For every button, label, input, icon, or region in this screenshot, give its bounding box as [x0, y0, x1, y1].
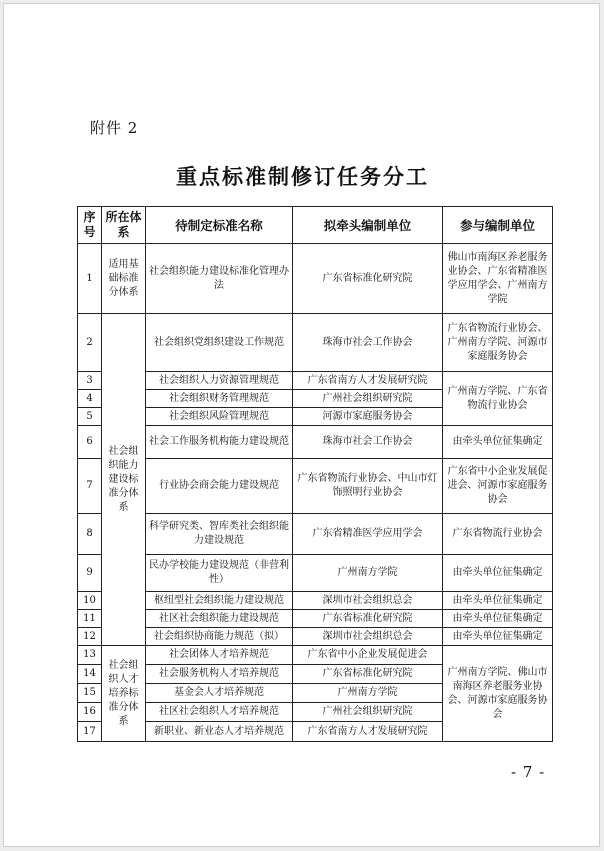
table-header-row [78, 207, 553, 244]
attachment-label: 附件 2 [90, 119, 139, 137]
cell-no: 11 [78, 610, 102, 628]
page-number: - 7 - [511, 763, 546, 781]
document-page [3, 3, 600, 847]
cell-participants: 由牵头单位征集确定 [443, 628, 553, 646]
cell-system: 适用基础标准分体系 [102, 244, 146, 314]
cell-no: 12 [78, 628, 102, 646]
cell-no: 1 [78, 244, 102, 314]
cell-no: 7 [78, 459, 102, 514]
cell-standard: 社区社会组织人才培养规范 [146, 703, 293, 722]
document-title: 重点标准制修订任务分工 [176, 164, 429, 189]
cell-standard: 科学研究类、智库类社会组织能力建设规范 [146, 514, 293, 555]
cell-participants: 由牵头单位征集确定 [443, 592, 553, 610]
cell-lead: 广州南方学院 [293, 555, 443, 592]
cell-lead: 广东省标准化研究院 [293, 244, 443, 314]
cell-standard: 枢纽型社会组织能力建设规范 [146, 592, 293, 610]
table-row [78, 314, 553, 372]
cell-standard: 社会组织人力资源管理规范 [146, 372, 293, 390]
cell-no: 4 [78, 390, 102, 408]
cell-lead: 广东省标准化研究院 [293, 610, 443, 628]
table-row [78, 426, 553, 459]
cell-no: 9 [78, 555, 102, 592]
cell-standard: 社会组织财务管理规范 [146, 390, 293, 408]
cell-no: 10 [78, 592, 102, 610]
cell-lead: 广东省精准医学应用学会 [293, 514, 443, 555]
cell-lead: 广州社会组织研究院 [293, 703, 443, 722]
cell-standard: 社区社会组织能力建设规范 [146, 610, 293, 628]
cell-participants: 广东省物流行业协会、广州南方学院、河源市家庭服务协会 [443, 314, 553, 372]
cell-standard: 新职业、新业态人才培养规范 [146, 722, 293, 742]
cell-no: 6 [78, 426, 102, 459]
cell-lead: 深圳市社会组织总会 [293, 628, 443, 646]
table-row [78, 592, 553, 610]
table-row [78, 555, 553, 592]
header-participants: 参与编制单位 [443, 207, 553, 244]
cell-standard: 社会组织协商能力规范（拟） [146, 628, 293, 646]
cell-participants: 广东省中小企业发展促进会、河源市家庭服务协会 [443, 459, 553, 514]
task-table [77, 206, 553, 742]
cell-standard: 社会组织能力建设标准化管理办法 [146, 244, 293, 314]
cell-lead: 珠海市社会工作协会 [293, 426, 443, 459]
cell-standard: 基金会人才培养规范 [146, 684, 293, 703]
table-row [78, 459, 553, 514]
cell-system: 社会组织人才培养标准分体系 [102, 646, 146, 742]
cell-no: 13 [78, 646, 102, 665]
cell-no: 14 [78, 665, 102, 684]
cell-no: 17 [78, 722, 102, 742]
cell-system: 社会组织能力建设标准分体系 [102, 314, 146, 646]
cell-lead: 广州社会组织研究院 [293, 390, 443, 408]
cell-standard: 社会组织党组织建设工作规范 [146, 314, 293, 372]
header-system: 所在体系 [102, 207, 146, 244]
cell-participants: 由牵头单位征集确定 [443, 555, 553, 592]
cell-no: 15 [78, 684, 102, 703]
cell-lead: 广州南方学院 [293, 684, 443, 703]
cell-standard: 民办学校能力建设规范（非营利性） [146, 555, 293, 592]
table-row [78, 646, 553, 665]
cell-no: 3 [78, 372, 102, 390]
cell-participants: 佛山市南海区养老服务业协会、广东省精准医学应用学会、广州南方学院 [443, 244, 553, 314]
header-standard: 待制定标准名称 [146, 207, 293, 244]
header-lead: 拟牵头编制单位 [293, 207, 443, 244]
cell-lead: 珠海市社会工作协会 [293, 314, 443, 372]
cell-standard: 社会组织风险管理规范 [146, 408, 293, 426]
table-row [78, 514, 553, 555]
cell-lead: 深圳市社会组织总会 [293, 592, 443, 610]
cell-lead: 广东省标准化研究院 [293, 665, 443, 684]
table-row [78, 244, 553, 314]
cell-standard: 社会服务机构人才培养规范 [146, 665, 293, 684]
cell-standard: 社会团体人才培养规范 [146, 646, 293, 665]
cell-no: 2 [78, 314, 102, 372]
header-no: 序号 [78, 207, 102, 244]
cell-lead: 河源市家庭服务协会 [293, 408, 443, 426]
cell-standard: 社会工作服务机构能力建设规范 [146, 426, 293, 459]
cell-lead: 广东省中小企业发展促进会 [293, 646, 443, 665]
cell-no: 16 [78, 703, 102, 722]
cell-no: 5 [78, 408, 102, 426]
cell-participants: 由牵头单位征集确定 [443, 610, 553, 628]
cell-participants: 广州南方学院、佛山市南海区养老服务业协会、河源市家庭服务协会 [443, 646, 553, 742]
cell-lead: 广东省南方人才发展研究院 [293, 372, 443, 390]
table-row [78, 628, 553, 646]
cell-participants: 广东省物流行业协会 [443, 514, 553, 555]
table-row [78, 610, 553, 628]
table-row [78, 372, 553, 390]
cell-participants: 广州南方学院、广东省物流行业协会 [443, 372, 553, 426]
cell-participants: 由牵头单位征集确定 [443, 426, 553, 459]
cell-standard: 行业协会商会能力建设规范 [146, 459, 293, 514]
cell-lead: 广东省物流行业协会、中山市灯饰照明行业协会 [293, 459, 443, 514]
cell-no: 8 [78, 514, 102, 555]
cell-lead: 广东省南方人才发展研究院 [293, 722, 443, 742]
